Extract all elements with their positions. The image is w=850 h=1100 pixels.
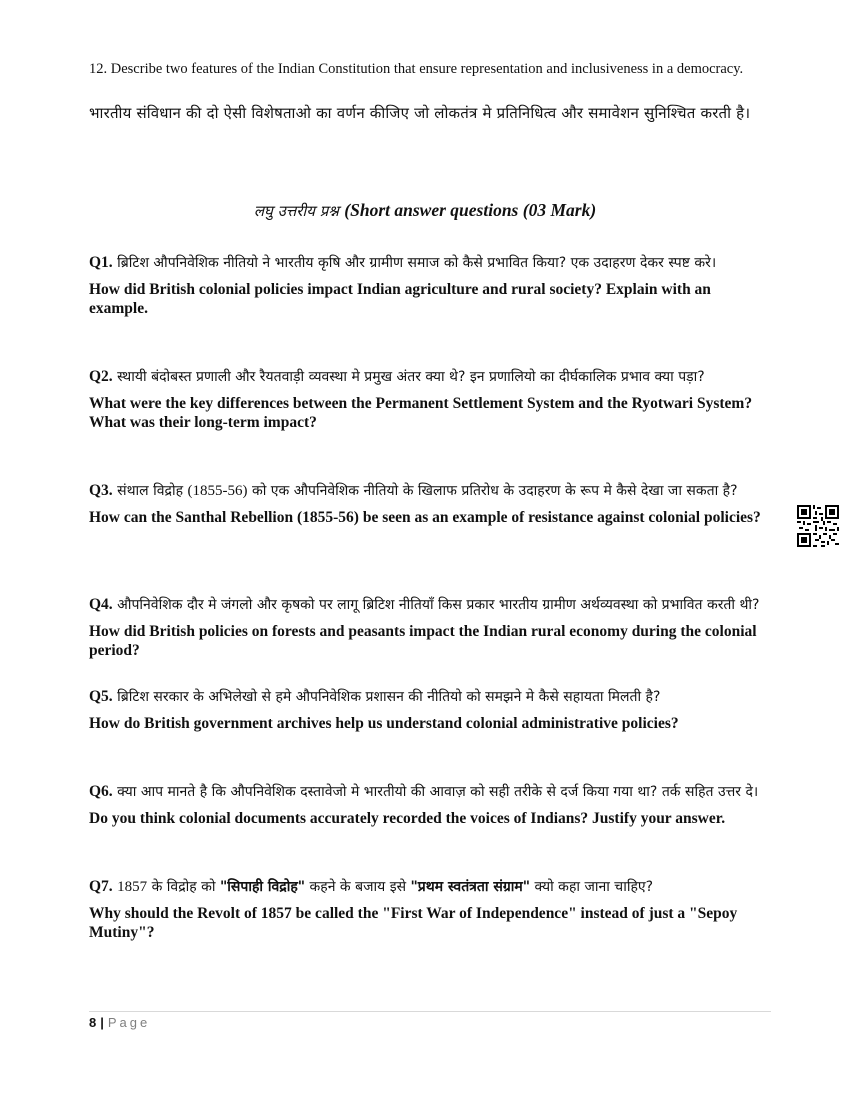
question-year: 1857 [117, 879, 148, 895]
question-number: Q6. [89, 783, 113, 800]
question-hindi: औपनिवेशिक दौर मे जंगलो और कृषको पर लागू ब्रिटिश नीतियाँ किस प्रकार भारतीय ग्रामीण अर्थव्यवस्था को प्रभावित करती थी? [117, 597, 760, 613]
question-english: Why should the Revolt of 1857 be called the "First War of Independence" instead of just a "Sepoy Mutiny"? [89, 905, 738, 941]
question-number: Q4. [89, 596, 113, 613]
q12-english: 12. Describe two features of the Indian Constitution that ensure representation and inclusiveness in a democracy. [89, 61, 744, 77]
question-hindi-part1: के विद्रोह को [151, 879, 216, 895]
question-hindi: ब्रिटिश सरकार के अभिलेखो से हमे औपनिवेशिक प्रशासन की नीतियो को समझने मे कैसे सहायता मिलती है? [117, 689, 661, 705]
question-hindi: ब्रिटिश औपनिवेशिक नीतियो ने भारतीय कृषि और ग्रामीण समाज को कैसे प्रभावित किया? एक उदाहरण देकर स्पष्ट करे। [117, 255, 717, 271]
question-hindi-part3: क्यो कहा जाना चाहिए? [534, 879, 654, 895]
question-hindi: स्थायी बंदोबस्त प्रणाली और रैयतवाड़ी व्यवस्था मे प्रमुख अंतर क्या थे? इन प्रणालियो का दीर्घकालिक प्रभाव क्या पड़ा? [117, 369, 705, 385]
question-hindi-emphasis-2: "प्रथम स्वतंत्रता संग्राम" [410, 879, 531, 895]
section-heading-hindi: लघु उत्तरीय प्रश्न [253, 202, 339, 220]
question-2 [89, 362, 765, 432]
question-hindi-emphasis-1: "सिपाही विद्रोह" [219, 879, 306, 895]
footer-divider [89, 1011, 771, 1012]
page-number: 8 [89, 1015, 97, 1030]
question-english: How did British policies on forests and peasants impact the Indian rural economy during the colonial period? [89, 623, 757, 659]
question-hindi: क्या आप मानते है कि औपनिवेशिक दस्तावेजो मे भारतीयो की आवाज़ को सही तरीके से दर्ज किया गया था? तर्क सहित उत्तर दे। [117, 784, 759, 800]
question-hindi-part2: को एक औपनिवेशिक नीतियो के खिलाफ प्रतिरोध के उदाहरण के रूप मे कैसे देखा जा सकता है? [251, 483, 738, 499]
question-5 [89, 682, 765, 733]
question-year: (1855-56) [187, 483, 248, 499]
question-english: How can the Santhal Rebellion (1855-56) be seen as an example of resistance against colonial policies? [89, 509, 761, 526]
question-english: What were the key differences between the Permanent Settlement System and the Ryotwari System? What was their long-term impact? [89, 395, 753, 431]
footer-separator: | [100, 1015, 104, 1030]
page-footer [89, 1015, 150, 1030]
question-6 [89, 777, 765, 828]
qr-code [797, 505, 839, 547]
question-7 [89, 872, 765, 942]
question-english: How did British colonial policies impact Indian agriculture and rural society? Explain with an example. [89, 281, 711, 317]
question-hindi-part1: संथाल विद्रोह [117, 483, 184, 499]
question-4 [89, 590, 765, 660]
section-heading [0, 200, 850, 221]
question-hindi-part2: कहने के बजाय इसे [309, 879, 407, 895]
question-english: Do you think colonial documents accurately recorded the voices of Indians? Justify your answer. [89, 810, 726, 827]
page-label: Page [107, 1015, 151, 1030]
question-number: Q7. [89, 878, 113, 895]
question-number: Q1. [89, 254, 113, 271]
question-1 [89, 248, 765, 318]
question-number: Q5. [89, 688, 113, 705]
q12-hindi: भारतीय संविधान की दो ऐसी विशेषताओ का वर्णन कीजिए जो लोकतंत्र मे प्रतिनिधित्व और समावेशन सुनिश्चित करती है। [89, 104, 751, 122]
question-english: How do British government archives help us understand colonial administrative policies? [89, 715, 679, 732]
section-heading-english: (Short answer questions (03 Mark) [344, 200, 597, 220]
question-number: Q3. [89, 482, 113, 499]
question-3 [89, 476, 765, 527]
question-number: Q2. [89, 368, 113, 385]
